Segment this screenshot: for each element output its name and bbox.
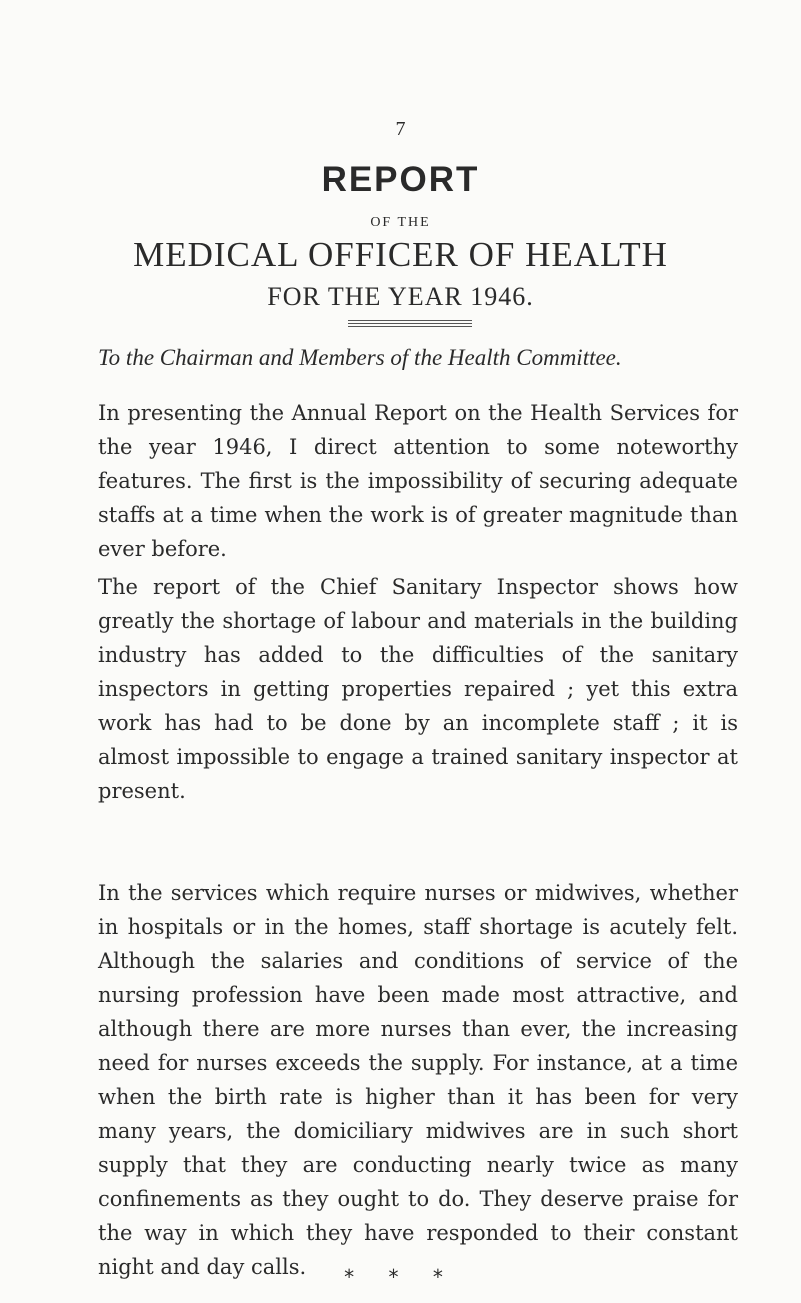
page-number: 7 [395, 118, 406, 140]
divider-rule [348, 326, 472, 327]
subheading-of-the: OF THE [370, 215, 431, 230]
paragraph-staffing: In presenting the Annual Report on the Health Services for the year 1946, I direct attention to some noteworthy features. The first is the impossibility of securing adequate staffs at a time when the work is of greater magnitude than ever before. [98, 401, 738, 561]
paragraph-sanitary-inspectors: The report of the Chief Sanitary Inspector shows how greatly the shortage of labour and materials in the building industry has added to the difficulties of the sanitary inspectors in getting properties repaired ; yet this extra work has had to be done by an incomplete staff ; it is almost impossible to engage a trained sanitary inspector at present. [98, 575, 738, 803]
divider-rule [348, 320, 472, 321]
salutation: To the Chairman and Members of the Health Committee. [98, 345, 622, 370]
section-separator: * * * [344, 1265, 457, 1289]
paragraph-nurses-midwives: In the services which require nurses or midwives, whether in hospitals or in the homes, staff shortage is acutely felt. Although the salaries and conditions of service of the nursing profession have been made most attractive, and although there are more nurses than ever, the increasing need for nurses exceeds the supply. For instance, at a time when the birth rate is higher than it has been for very many years, the domiciliary midwives are in such short supply that they are conducting nearly twice as many confinements as they ought to do. They deserve praise for the way in which they have responded to their constant night and day calls. [98, 881, 738, 1279]
year-line: FOR THE YEAR 1946. [267, 282, 534, 311]
report-heading: REPORT [321, 160, 480, 199]
divider-rule [348, 323, 472, 324]
title-divider [348, 320, 472, 329]
document-title: MEDICAL OFFICER OF HEALTH [133, 235, 668, 274]
